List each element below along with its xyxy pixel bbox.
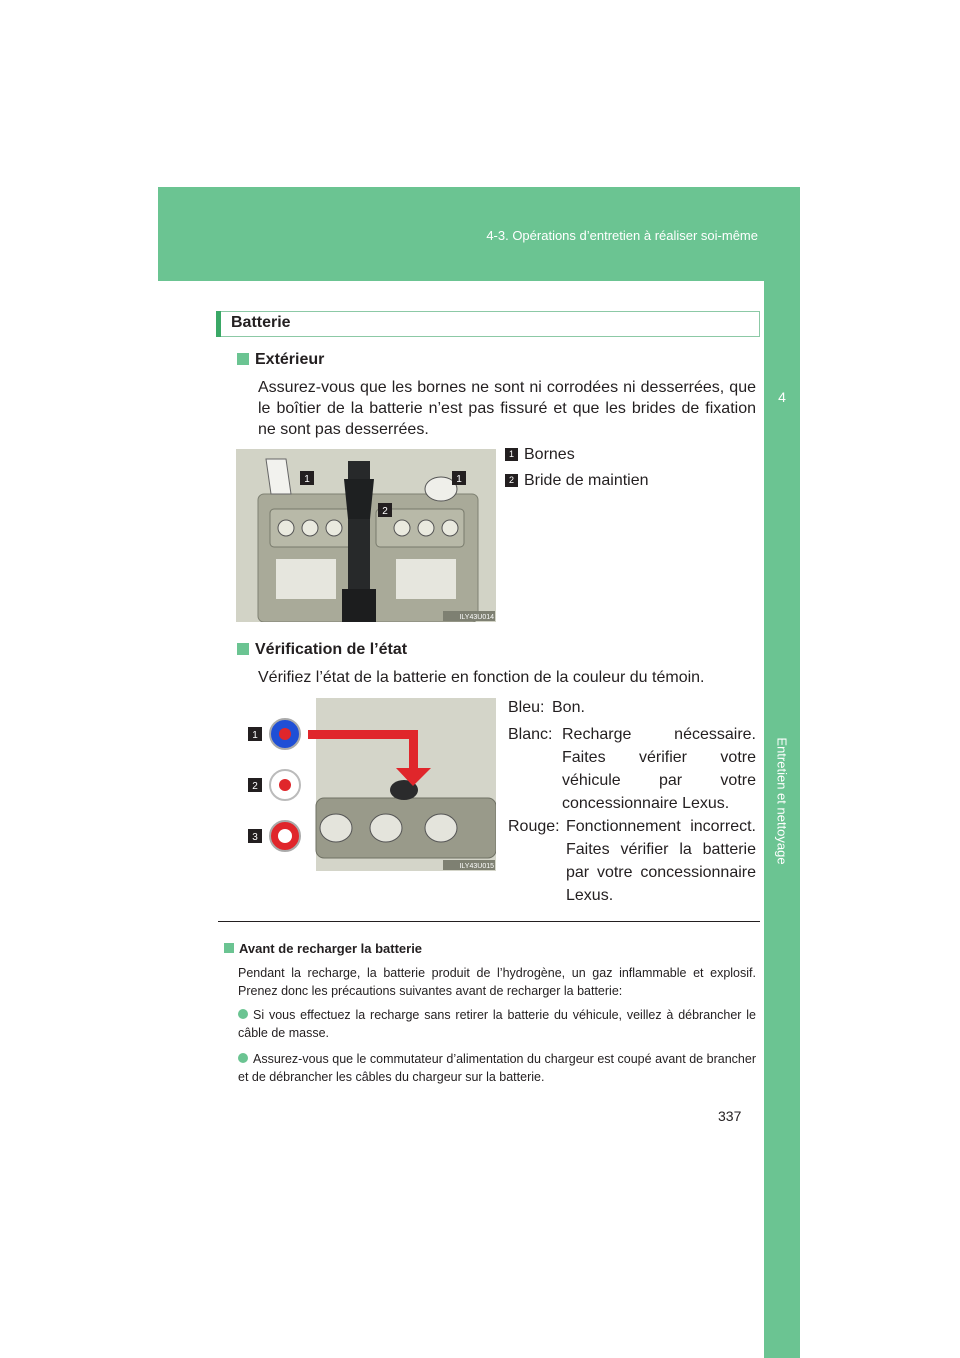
chapter-label: Entretien et nettoyage <box>774 737 790 865</box>
status-value: Bon. <box>552 699 585 716</box>
svg-text:2: 2 <box>252 781 258 792</box>
chapter-section-title: 4-3. Opérations d’entretien à réaliser soi-même <box>486 228 758 243</box>
status-key: Bleu: <box>508 699 545 716</box>
note-bullet <box>238 1006 756 1042</box>
status-key: Rouge: <box>508 818 560 835</box>
chapter-header <box>158 187 800 281</box>
bullet-dot-icon <box>238 1009 248 1019</box>
note-heading-text: Avant de recharger la batterie <box>239 941 423 956</box>
indicator-colors-drawing <box>236 698 496 871</box>
svg-text:2: 2 <box>382 506 388 517</box>
battery-terminals-drawing <box>236 449 496 622</box>
legend-item-terminals <box>505 446 575 464</box>
image-code: ILY43U015 <box>459 863 494 870</box>
number-badge-icon: 2 <box>505 474 518 487</box>
section-title: Batterie <box>231 314 291 331</box>
section-title-bar <box>216 311 221 337</box>
bullet-dot-icon <box>238 1053 248 1063</box>
status-blue <box>508 696 756 719</box>
page-number: 337 <box>718 1108 742 1124</box>
square-bullet-icon <box>224 943 234 953</box>
check-text: Vérifiez l’état de la batterie en fonction de la couleur du témoin. <box>258 669 705 686</box>
status-red <box>508 815 756 907</box>
svg-text:3: 3 <box>252 832 258 843</box>
svg-text:1: 1 <box>304 474 310 485</box>
chapter-number: 4 <box>778 389 786 405</box>
battery-indicator-illustration <box>236 698 496 871</box>
svg-text:1: 1 <box>252 730 258 741</box>
chapter-side-tab <box>764 281 800 1358</box>
legend-item-bracket <box>505 472 649 490</box>
check-heading-text: Vérification de l’état <box>255 641 408 658</box>
status-key: Blanc: <box>508 726 553 743</box>
note-bullet-text: Si vous effectuez la recharge sans retirer la batterie du véhicule, veillez à débrancher le câble de masse. <box>238 1008 756 1040</box>
section-title-box <box>216 311 760 337</box>
note-bullet-text: Assurez-vous que le commutateur d’alimentation du chargeur est coupé avant de brancher et de débrancher les câbles du chargeur sur la batterie. <box>238 1052 756 1084</box>
square-bullet-icon <box>237 643 249 655</box>
divider <box>218 921 760 922</box>
check-heading <box>237 641 407 659</box>
note-heading <box>224 941 422 956</box>
status-white <box>508 723 756 815</box>
image-code: ILY43U014 <box>459 614 494 621</box>
svg-text:1: 1 <box>456 474 462 485</box>
number-badge-icon: 1 <box>505 448 518 461</box>
exterior-text: Assurez-vous que les bornes ne sont ni corrodées ni desserrées, que le boîtier de la batterie n’est pas fissuré et que les brides de fixation ne sont pas desserrées. <box>258 379 756 438</box>
square-bullet-icon <box>237 353 249 365</box>
exterior-heading <box>237 351 324 369</box>
battery-exterior-illustration <box>236 449 496 622</box>
legend-label: Bride de maintien <box>524 472 649 489</box>
status-value: Fonctionnement incorrect. Faites vérifier la batterie par votre concessionnaire Lexus. <box>566 818 756 904</box>
note-text: Pendant la recharge, la batterie produit de l’hydrogène, un gaz inflammable et explosif. Prenez donc les précautions suivantes avant de recharger la batterie: <box>238 966 756 998</box>
legend-label: Bornes <box>524 446 575 463</box>
exterior-heading-text: Extérieur <box>255 351 325 368</box>
status-value: Recharge nécessaire. Faites vérifier votre véhicule par votre concessionnaire Lexus. <box>562 726 756 812</box>
note-bullet <box>238 1050 756 1086</box>
